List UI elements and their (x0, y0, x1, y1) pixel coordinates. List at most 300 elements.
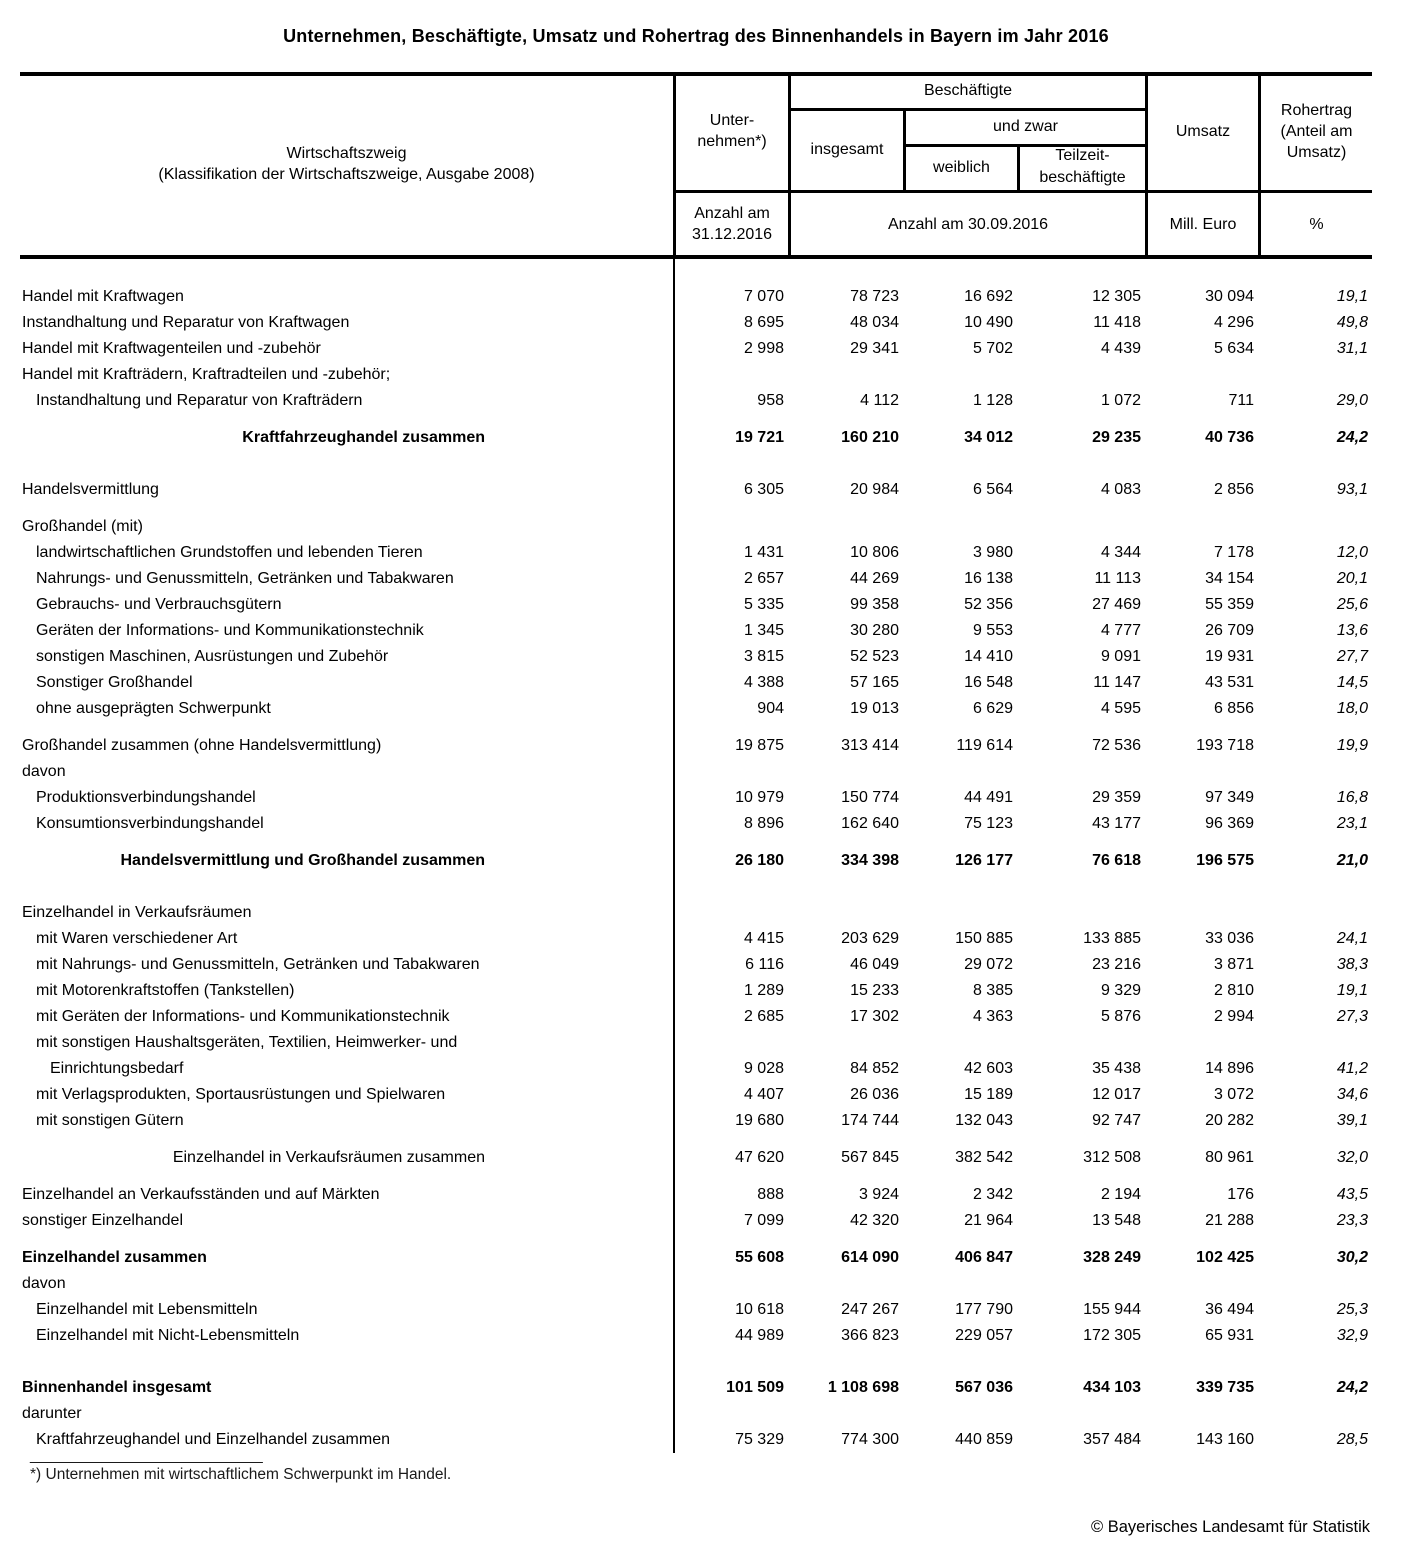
cell-umsatz: 143 160 (1196, 1431, 1254, 1448)
cell-rohertrag (1258, 759, 1372, 785)
cell-weiblich: 6 564 (972, 481, 1013, 498)
cell-unternehmen (673, 1030, 788, 1056)
cell-unternehmen (673, 900, 788, 926)
row-label: mit sonstigen Haushaltsgeräten, Textilien, Heimwerker- und (36, 1034, 458, 1051)
row-label: Einzelhandel zusammen (22, 1249, 207, 1266)
cell-unternehmen: 4 407 (743, 1086, 784, 1103)
cell-teilzeit: 434 103 (1083, 1379, 1141, 1396)
cell-umsatz: 96 369 (1205, 815, 1254, 832)
row-label: davon (22, 763, 66, 780)
cell-unternehmen: 958 (757, 392, 784, 409)
cell-rohertrag (1258, 514, 1372, 540)
header-unternehmen-line1: Unter- (709, 112, 755, 129)
cell-teilzeit: 1 072 (1100, 392, 1141, 409)
cell-insgesamt: 366 823 (841, 1327, 899, 1344)
cell-teilzeit: 11 113 (1094, 570, 1141, 587)
table-row (20, 1108, 1372, 1134)
cell-insgesamt: 203 629 (841, 930, 899, 947)
header-umsatz: Umsatz (1175, 122, 1231, 140)
table-row (20, 1323, 1372, 1349)
cell-rohertrag (1258, 1030, 1372, 1056)
cell-rohertrag: 24,1 (1336, 930, 1368, 947)
cell-insgesamt: 19 013 (850, 700, 899, 717)
unit-unternehmen-line2: 31.12.2016 (691, 226, 773, 243)
cell-rohertrag: 28,5 (1336, 1431, 1368, 1448)
cell-rohertrag: 34,6 (1336, 1086, 1368, 1103)
cell-insgesamt: 1 108 698 (827, 1379, 899, 1396)
row-label: Großhandel zusammen (ohne Handelsvermittlung) (22, 737, 382, 754)
row-label: davon (22, 1275, 66, 1292)
cell-teilzeit: 11 418 (1093, 314, 1141, 331)
row-label: Kraftfahrzeughandel und Einzelhandel zusammen (36, 1431, 391, 1448)
table-row (20, 1056, 1372, 1082)
cell-teilzeit: 12 017 (1092, 1086, 1141, 1103)
cell-insgesamt: 78 723 (850, 288, 899, 305)
cell-weiblich (903, 514, 1017, 540)
table-row (20, 425, 1372, 451)
header-wirtschaftszweig (20, 72, 673, 255)
cell-teilzeit: 5 876 (1100, 1008, 1141, 1025)
cell-umsatz: 55 359 (1205, 596, 1254, 613)
cell-unternehmen: 1 345 (743, 622, 784, 639)
cell-unternehmen: 10 979 (735, 789, 784, 806)
cell-unternehmen: 2 998 (743, 340, 784, 357)
cell-insgesamt: 17 302 (850, 1008, 899, 1025)
cell-teilzeit (1017, 1271, 1145, 1297)
row-label: Einzelhandel in Verkaufsräumen zusammen (172, 1149, 485, 1166)
cell-unternehmen: 4 415 (743, 930, 784, 947)
header-wirtschaftszweig-line1: Wirtschaftszweig (286, 144, 407, 162)
cell-umsatz: 40 736 (1205, 429, 1254, 446)
cell-insgesamt (788, 1030, 903, 1056)
cell-weiblich: 440 859 (955, 1431, 1013, 1448)
cell-rohertrag: 39,1 (1336, 1112, 1368, 1129)
cell-insgesamt: 774 300 (841, 1431, 899, 1448)
cell-insgesamt: 162 640 (841, 815, 899, 832)
header-unternehmen (676, 72, 788, 190)
cell-unternehmen (673, 514, 788, 540)
cell-insgesamt (788, 1401, 903, 1427)
cell-rohertrag: 13,6 (1336, 622, 1368, 639)
cell-rohertrag: 43,5 (1336, 1186, 1368, 1203)
cell-weiblich: 150 885 (955, 930, 1013, 947)
cell-teilzeit: 357 484 (1083, 1431, 1141, 1448)
cell-umsatz: 4 296 (1213, 314, 1254, 331)
header-wirtschaftszweig-line2: (Klassifikation der Wirtschaftszweige, Ausgabe 2008) (158, 165, 535, 183)
header-weiblich: weiblich (933, 158, 990, 176)
cell-teilzeit (1017, 759, 1145, 785)
header-beschaeftigte-group: Beschäftigte (923, 81, 1013, 99)
cell-rohertrag: 14,5 (1336, 674, 1368, 691)
cell-weiblich: 567 036 (955, 1379, 1013, 1396)
cell-teilzeit: 328 249 (1083, 1249, 1141, 1266)
header-teilzeit-line2: beschäftigte (1039, 169, 1126, 186)
row-label: mit Nahrungs- und Genussmitteln, Getränken und Tabakwaren (36, 956, 480, 973)
cell-teilzeit: 13 548 (1092, 1212, 1141, 1229)
cell-weiblich: 16 692 (964, 288, 1013, 305)
table-row (20, 785, 1372, 811)
cell-unternehmen: 19 680 (735, 1112, 784, 1129)
row-label: Instandhaltung und Reparatur von Krafträdern (36, 392, 363, 409)
cell-weiblich: 10 490 (964, 314, 1013, 331)
cell-insgesamt: 567 845 (841, 1149, 899, 1166)
cell-unternehmen: 6 116 (745, 956, 784, 973)
row-label: Einzelhandel in Verkaufsräumen (22, 904, 252, 921)
cell-umsatz: 65 931 (1205, 1327, 1254, 1344)
cell-umsatz: 2 810 (1213, 982, 1254, 999)
cell-teilzeit: 4 083 (1100, 481, 1141, 498)
cell-teilzeit: 4 595 (1100, 700, 1141, 717)
cell-umsatz: 3 072 (1213, 1086, 1254, 1103)
cell-rohertrag: 30,2 (1336, 1249, 1368, 1266)
cell-insgesamt: 3 924 (858, 1186, 899, 1203)
cell-unternehmen: 101 509 (726, 1379, 784, 1396)
cell-teilzeit: 11 147 (1093, 674, 1141, 691)
cell-insgesamt: 160 210 (841, 429, 899, 446)
unit-unternehmen-line1: Anzahl am (694, 205, 770, 222)
cell-weiblich: 8 385 (972, 982, 1013, 999)
cell-unternehmen: 8 695 (743, 314, 784, 331)
cell-umsatz: 2 994 (1213, 1008, 1254, 1025)
cell-umsatz: 176 (1227, 1186, 1254, 1203)
cell-umsatz: 21 288 (1205, 1212, 1254, 1229)
footnote-text: *) Unternehmen mit wirtschaftlichem Schwerpunkt im Handel. (30, 1466, 452, 1483)
cell-teilzeit: 133 885 (1083, 930, 1141, 947)
row-label: Sonstiger Großhandel (36, 674, 193, 691)
cell-weiblich: 16 138 (964, 570, 1013, 587)
cell-unternehmen: 7 070 (743, 288, 784, 305)
table-row (20, 900, 1372, 926)
row-label: sonstigen Maschinen, Ausrüstungen und Zubehör (36, 648, 389, 665)
table-row (20, 284, 1372, 310)
header-rohertrag (1261, 72, 1372, 190)
cell-umsatz (1145, 900, 1258, 926)
cell-rohertrag (1258, 900, 1372, 926)
cell-weiblich: 5 702 (972, 340, 1013, 357)
cell-umsatz: 196 575 (1196, 852, 1254, 869)
page-title: Unternehmen, Beschäftigte, Umsatz und Rohertrag des Binnenhandels in Bayern im Jahr 2016 (283, 26, 1109, 46)
row-label: Binnenhandel insgesamt (22, 1379, 212, 1396)
cell-rohertrag: 21,0 (1336, 852, 1368, 869)
cell-rohertrag: 16,8 (1336, 789, 1368, 806)
cell-umsatz: 20 282 (1205, 1112, 1254, 1129)
cell-umsatz: 2 856 (1213, 481, 1254, 498)
cell-unternehmen: 75 329 (735, 1431, 784, 1448)
cell-umsatz: 19 931 (1205, 648, 1254, 665)
cell-weiblich: 21 964 (964, 1212, 1013, 1229)
cell-insgesamt: 334 398 (841, 852, 899, 869)
cell-rohertrag: 24,2 (1336, 1379, 1368, 1396)
table-row (20, 1030, 1372, 1056)
cell-rohertrag (1258, 362, 1372, 388)
cell-rohertrag: 23,1 (1336, 815, 1368, 832)
row-label: Großhandel (mit) (22, 518, 143, 535)
cell-umsatz: 33 036 (1205, 930, 1254, 947)
cell-insgesamt: 99 358 (850, 596, 899, 613)
header-insgesamt: insgesamt (810, 140, 884, 158)
cell-unternehmen: 2 657 (743, 570, 784, 587)
cell-teilzeit: 4 777 (1100, 622, 1141, 639)
cell-weiblich: 6 629 (972, 700, 1013, 717)
table-row (20, 759, 1372, 785)
footnote-separator: ___________________________ (30, 1447, 263, 1464)
cell-insgesamt: 84 852 (850, 1060, 899, 1077)
cell-insgesamt: 247 267 (841, 1301, 899, 1318)
cell-teilzeit: 172 305 (1083, 1327, 1141, 1344)
header-teilzeit (1020, 144, 1145, 190)
cell-teilzeit: 76 618 (1092, 852, 1141, 869)
cell-weiblich: 119 614 (956, 737, 1013, 754)
cell-weiblich (903, 900, 1017, 926)
row-label: Gebrauchs- und Verbrauchsgütern (36, 596, 282, 613)
row-label: Handel mit Kraftwagen (22, 288, 184, 305)
cell-weiblich (903, 362, 1017, 388)
cell-rohertrag: 24,2 (1336, 429, 1368, 446)
cell-umsatz: 34 154 (1205, 570, 1254, 587)
cell-rohertrag: 18,0 (1336, 700, 1368, 717)
cell-teilzeit: 312 508 (1083, 1149, 1141, 1166)
cell-insgesamt: 4 112 (860, 392, 899, 409)
table-row (20, 1245, 1372, 1271)
cell-teilzeit: 29 235 (1092, 429, 1141, 446)
cell-weiblich: 34 012 (964, 429, 1013, 446)
cell-umsatz: 7 178 (1213, 544, 1254, 561)
table-row (20, 1401, 1372, 1427)
header-unternehmen-line2: nehmen*) (697, 133, 767, 150)
cell-unternehmen (673, 1271, 788, 1297)
cell-teilzeit: 92 747 (1092, 1112, 1141, 1129)
table-row (20, 696, 1372, 722)
table-row (20, 1004, 1372, 1030)
cell-umsatz (1145, 362, 1258, 388)
cell-teilzeit: 35 438 (1092, 1060, 1141, 1077)
cell-unternehmen (673, 1401, 788, 1427)
table-row (20, 1182, 1372, 1208)
cell-umsatz (1145, 1271, 1258, 1297)
row-label: Geräten der Informations- und Kommunikationstechnik (36, 622, 424, 639)
cell-teilzeit (1017, 1401, 1145, 1427)
cell-teilzeit (1017, 362, 1145, 388)
cell-unternehmen: 5 335 (743, 596, 784, 613)
cell-umsatz (1145, 1401, 1258, 1427)
cell-weiblich (903, 1030, 1017, 1056)
header-rohertrag-line1: Rohertrag (1280, 101, 1353, 119)
cell-rohertrag: 19,9 (1336, 737, 1368, 754)
header-rohertrag-line3: Umsatz) (1286, 143, 1347, 161)
table-row (20, 592, 1372, 618)
cell-umsatz (1145, 759, 1258, 785)
cell-insgesamt: 48 034 (850, 314, 899, 331)
copyright-notice: © Bayerisches Landesamt für Statistik (1090, 1518, 1370, 1536)
row-label: mit sonstigen Gütern (36, 1112, 184, 1129)
cell-rohertrag: 41,2 (1336, 1060, 1368, 1077)
table-row (20, 540, 1372, 566)
cell-weiblich: 29 072 (964, 956, 1013, 973)
cell-unternehmen: 9 028 (743, 1060, 784, 1077)
cell-umsatz: 102 425 (1196, 1249, 1254, 1266)
cell-rohertrag: 29,0 (1336, 392, 1368, 409)
cell-weiblich: 16 548 (964, 674, 1013, 691)
row-label: Konsumtionsverbindungshandel (36, 815, 264, 832)
cell-unternehmen: 2 685 (743, 1008, 784, 1025)
cell-umsatz: 5 634 (1213, 340, 1254, 357)
table-row (20, 566, 1372, 592)
cell-insgesamt: 150 774 (841, 789, 899, 806)
cell-unternehmen: 888 (757, 1186, 784, 1203)
cell-weiblich (903, 759, 1017, 785)
cell-umsatz (1145, 514, 1258, 540)
cell-umsatz: 30 094 (1205, 288, 1254, 305)
cell-weiblich (903, 1401, 1017, 1427)
cell-unternehmen: 19 721 (735, 429, 784, 446)
table-row (20, 514, 1372, 540)
table-row (20, 1082, 1372, 1108)
cell-unternehmen: 55 608 (735, 1249, 784, 1266)
cell-teilzeit: 43 177 (1092, 815, 1141, 832)
header-und-zwar: und zwar (993, 117, 1058, 135)
cell-rohertrag: 32,0 (1336, 1149, 1368, 1166)
table-row (20, 388, 1372, 414)
cell-weiblich: 14 410 (964, 648, 1013, 665)
cell-unternehmen: 10 618 (735, 1301, 784, 1318)
cell-insgesamt: 29 341 (850, 340, 899, 357)
cell-weiblich: 75 123 (964, 815, 1013, 832)
footnote (30, 1448, 451, 1486)
cell-rohertrag: 25,3 (1336, 1301, 1368, 1318)
cell-insgesamt (788, 514, 903, 540)
unit-rohertrag: % (1309, 215, 1324, 233)
cell-rohertrag: 93,1 (1336, 481, 1368, 498)
unit-unternehmen (676, 193, 788, 255)
cell-weiblich: 42 603 (964, 1060, 1013, 1077)
cell-rohertrag: 12,0 (1336, 544, 1368, 561)
table-row (20, 644, 1372, 670)
cell-umsatz: 3 871 (1213, 956, 1254, 973)
row-label: mit Geräten der Informations- und Kommunikationstechnik (36, 1008, 450, 1025)
cell-umsatz: 80 961 (1205, 1149, 1254, 1166)
cell-unternehmen: 26 180 (735, 852, 784, 869)
row-label: mit Verlagsprodukten, Sportausrüstungen und Spielwaren (36, 1086, 446, 1103)
cell-unternehmen: 3 815 (743, 648, 784, 665)
cell-umsatz: 193 718 (1196, 737, 1254, 754)
cell-teilzeit: 4 344 (1100, 544, 1141, 561)
table-row (20, 1208, 1372, 1234)
table-row (20, 978, 1372, 1004)
cell-insgesamt: 174 744 (841, 1112, 899, 1129)
table-row (20, 1297, 1372, 1323)
row-label: Instandhaltung und Reparatur von Kraftwagen (22, 314, 350, 331)
cell-unternehmen: 44 989 (735, 1327, 784, 1344)
cell-unternehmen: 1 289 (743, 982, 784, 999)
cell-teilzeit: 29 359 (1092, 789, 1141, 806)
cell-insgesamt: 42 320 (850, 1212, 899, 1229)
cell-insgesamt: 46 049 (850, 956, 899, 973)
cell-rohertrag: 27,3 (1336, 1008, 1368, 1025)
cell-umsatz (1145, 1030, 1258, 1056)
row-label: ohne ausgeprägten Schwerpunkt (36, 700, 271, 717)
cell-insgesamt (788, 759, 903, 785)
cell-rohertrag (1258, 1401, 1372, 1427)
cell-umsatz: 26 709 (1205, 622, 1254, 639)
cell-insgesamt: 57 165 (850, 674, 899, 691)
table-row (20, 952, 1372, 978)
cell-insgesamt (788, 362, 903, 388)
cell-teilzeit (1017, 900, 1145, 926)
cell-unternehmen: 8 896 (743, 815, 784, 832)
cell-insgesamt: 614 090 (841, 1249, 899, 1266)
table-row (20, 733, 1372, 759)
cell-insgesamt: 15 233 (850, 982, 899, 999)
row-label: Handelsvermittlung (22, 481, 159, 498)
table-row (20, 310, 1372, 336)
row-label: Handel mit Krafträdern, Kraftradteilen und -zubehör; (22, 366, 391, 383)
cell-unternehmen (673, 759, 788, 785)
table-row (20, 811, 1372, 837)
cell-insgesamt: 26 036 (850, 1086, 899, 1103)
cell-weiblich: 44 491 (964, 789, 1013, 806)
cell-weiblich: 1 128 (972, 392, 1013, 409)
cell-insgesamt (788, 900, 903, 926)
cell-unternehmen (673, 362, 788, 388)
table-row (20, 618, 1372, 644)
cell-teilzeit (1017, 514, 1145, 540)
cell-teilzeit: 23 216 (1092, 956, 1141, 973)
row-label: Einrichtungsbedarf (50, 1060, 184, 1077)
cell-teilzeit: 4 439 (1100, 340, 1141, 357)
cell-teilzeit: 72 536 (1092, 737, 1141, 754)
cell-weiblich: 177 790 (955, 1301, 1013, 1318)
cell-rohertrag: 32,9 (1336, 1327, 1368, 1344)
row-label: mit Motorenkraftstoffen (Tankstellen) (36, 982, 295, 999)
cell-unternehmen: 7 099 (743, 1212, 784, 1229)
cell-insgesamt: 44 269 (850, 570, 899, 587)
header-teilzeit-line1: Teilzeit- (1055, 147, 1110, 164)
cell-umsatz: 6 856 (1213, 700, 1254, 717)
table-row (20, 670, 1372, 696)
cell-weiblich: 3 980 (972, 544, 1013, 561)
table-row (20, 848, 1372, 874)
table-row (20, 1375, 1372, 1401)
cell-weiblich: 406 847 (955, 1249, 1013, 1266)
cell-unternehmen: 1 431 (743, 544, 784, 561)
row-label: mit Waren verschiedener Art (36, 930, 238, 947)
cell-umsatz: 711 (1228, 392, 1254, 409)
cell-weiblich: 15 189 (964, 1086, 1013, 1103)
row-label: Einzelhandel mit Nicht-Lebensmitteln (36, 1327, 300, 1344)
cell-weiblich: 229 057 (955, 1327, 1013, 1344)
cell-weiblich: 9 553 (972, 622, 1013, 639)
cell-insgesamt: 30 280 (850, 622, 899, 639)
row-label: Handelsvermittlung und Großhandel zusammen (120, 852, 485, 869)
cell-teilzeit: 155 944 (1083, 1301, 1141, 1318)
cell-rohertrag: 31,1 (1336, 340, 1368, 357)
table-row (20, 1271, 1372, 1297)
table-row (20, 362, 1372, 388)
cell-rohertrag: 23,3 (1336, 1212, 1368, 1229)
cell-weiblich: 2 342 (972, 1186, 1013, 1203)
cell-umsatz: 14 896 (1205, 1060, 1254, 1077)
cell-rohertrag: 49,8 (1336, 314, 1368, 331)
cell-insgesamt (788, 1271, 903, 1297)
row-label: landwirtschaftlichen Grundstoffen und lebenden Tieren (36, 544, 423, 561)
row-label: Kraftfahrzeughandel zusammen (242, 429, 485, 446)
cell-insgesamt: 52 523 (850, 648, 899, 665)
row-label: Einzelhandel mit Lebensmitteln (36, 1301, 258, 1318)
cell-teilzeit: 27 469 (1092, 596, 1141, 613)
cell-umsatz: 36 494 (1205, 1301, 1254, 1318)
cell-unternehmen: 19 875 (735, 737, 784, 754)
cell-rohertrag: 38,3 (1336, 956, 1368, 973)
